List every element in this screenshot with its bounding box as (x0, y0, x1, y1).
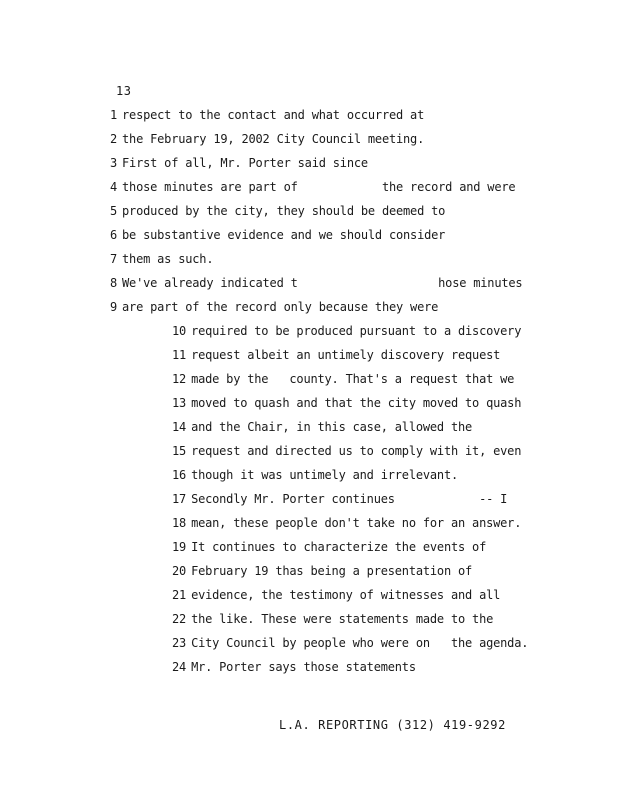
line-number: 19 (172, 540, 187, 554)
transcript-line-9 (110, 299, 438, 315)
line-text: We've already indicated t hose minutes (122, 276, 523, 290)
line-text: the February 19, 2002 City Council meeting. (122, 132, 425, 146)
line-text: Mr. Porter says those statements (191, 660, 416, 674)
line-text: evidence, the testimony of witnesses and all (191, 588, 501, 602)
line-text: Secondly Mr. Porter continues -- I (191, 492, 508, 506)
transcript-line-17 (172, 491, 507, 507)
line-text: those minutes are part of the record and were (122, 180, 516, 194)
reporter-footer: L.A. REPORTING (312) 419-9292 (279, 718, 506, 732)
line-text: mean, these people don't take no for an answer. (191, 516, 522, 530)
line-text: are part of the record only because they were (122, 300, 439, 314)
page-number: 13 (116, 84, 132, 98)
line-number: 8 (110, 276, 118, 290)
line-text: request albeit an untimely discovery request (191, 348, 501, 362)
line-text: February 19 thas being a presentation of (191, 564, 473, 578)
line-text: moved to quash and that the city moved to quash (191, 396, 522, 410)
line-number: 1 (110, 108, 118, 122)
transcript-line-21 (172, 587, 500, 603)
transcript-line-24 (172, 659, 416, 675)
transcript-line-13 (172, 395, 521, 411)
line-text: It continues to characterize the events of (191, 540, 487, 554)
transcript-line-2 (110, 131, 424, 147)
transcript-line-23 (172, 635, 528, 651)
transcript-line-7 (110, 251, 213, 267)
transcript-line-20 (172, 563, 472, 579)
line-number: 15 (172, 444, 187, 458)
transcript-line-10 (172, 323, 521, 339)
line-text: City Council by people who were on the agenda. (191, 636, 529, 650)
line-text: and the Chair, in this case, allowed the (191, 420, 473, 434)
line-number: 13 (172, 396, 187, 410)
line-text: though it was untimely and irrelevant. (191, 468, 458, 482)
line-number: 7 (110, 252, 118, 266)
line-text: respect to the contact and what occurred at (122, 108, 425, 122)
line-number: 18 (172, 516, 187, 530)
line-text: required to be produced pursuant to a discovery (191, 324, 522, 338)
transcript-line-1 (110, 107, 424, 123)
line-number: 10 (172, 324, 187, 338)
transcript-line-14 (172, 419, 472, 435)
line-text: request and directed us to comply with it, even (191, 444, 522, 458)
line-number: 6 (110, 228, 118, 242)
line-text: First of all, Mr. Porter said since (122, 156, 368, 170)
line-number: 17 (172, 492, 187, 506)
line-number: 12 (172, 372, 187, 386)
line-number: 16 (172, 468, 187, 482)
line-text: produced by the city, they should be deemed to (122, 204, 446, 218)
line-number: 24 (172, 660, 187, 674)
line-number: 20 (172, 564, 187, 578)
line-number: 14 (172, 420, 187, 434)
line-number: 11 (172, 348, 187, 362)
transcript-line-8 (110, 275, 522, 291)
transcript-line-12 (172, 371, 514, 387)
line-number: 4 (110, 180, 118, 194)
line-text: made by the county. That's a request that we (191, 372, 515, 386)
line-number: 22 (172, 612, 187, 626)
transcript-line-4 (110, 179, 515, 195)
line-number: 5 (110, 204, 118, 218)
line-number: 3 (110, 156, 118, 170)
transcript-line-15 (172, 443, 521, 459)
transcript-line-5 (110, 203, 445, 219)
line-number: 21 (172, 588, 187, 602)
line-number: 23 (172, 636, 187, 650)
line-text: be substantive evidence and we should consider (122, 228, 446, 242)
transcript-line-6 (110, 227, 445, 243)
transcript-line-16 (172, 467, 458, 483)
transcript-line-22 (172, 611, 493, 627)
transcript-line-18 (172, 515, 521, 531)
transcript-line-11 (172, 347, 500, 363)
line-number: 9 (110, 300, 118, 314)
transcript-line-19 (172, 539, 486, 555)
line-text: them as such. (122, 252, 214, 266)
line-number: 2 (110, 132, 118, 146)
transcript-line-3 (110, 155, 368, 171)
line-text: the like. These were statements made to the (191, 612, 494, 626)
